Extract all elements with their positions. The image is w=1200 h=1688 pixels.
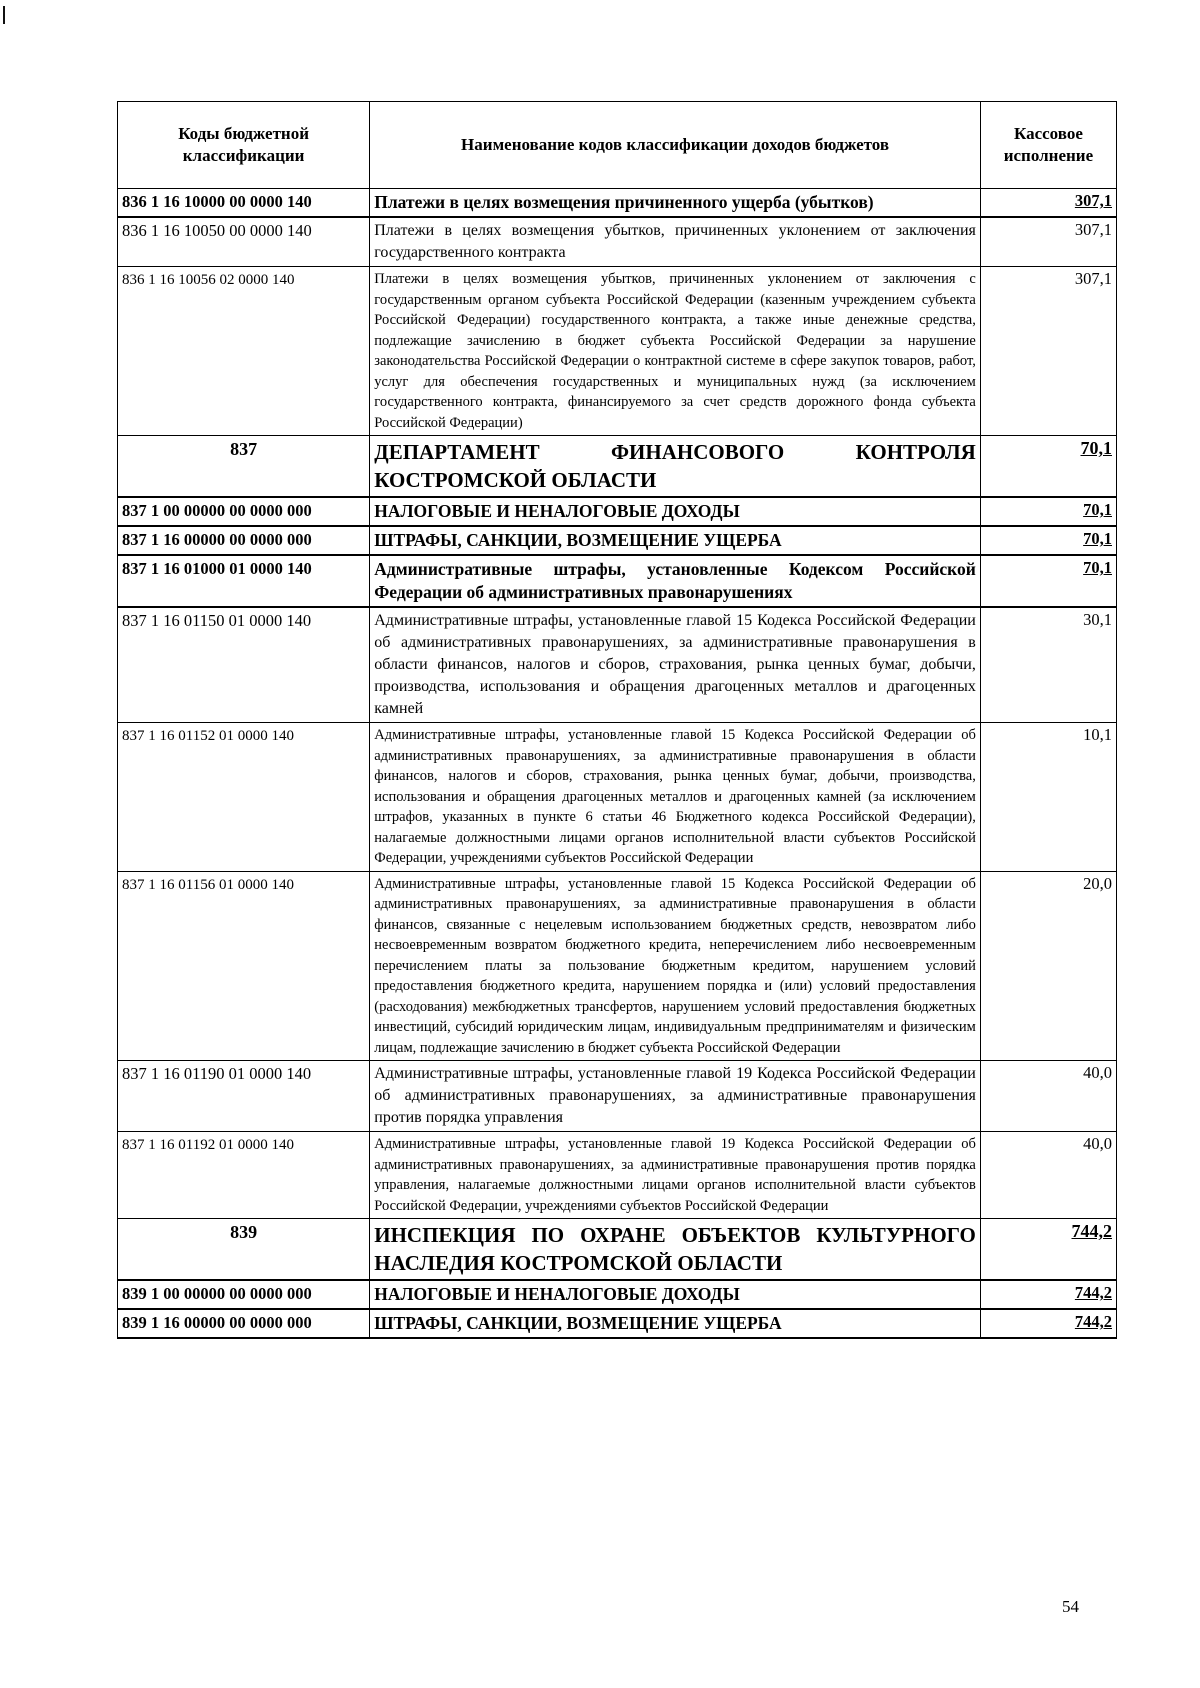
row-amount: 10,1 [980, 723, 1116, 872]
row-amount: 70,1 [980, 526, 1116, 555]
row-code: 837 1 16 00000 00 0000 000 [118, 526, 370, 555]
row-amount: 40,0 [980, 1061, 1116, 1132]
row-name: НАЛОГОВЫЕ И НЕНАЛОГОВЫЕ ДОХОДЫ [370, 1280, 981, 1309]
table-row [118, 1309, 1117, 1338]
table-row [118, 497, 1117, 526]
row-name: Административные штрафы, установленные главой 15 Кодекса Российской Федерации об административных правонарушениях, за административные правонарушения в области финансов, налогов и сборов, страхования, рынка ценных бумаг, добычи, производства, использования и обращения драгоценных металлов и драгоценных камней (за исключением штрафов, указанных в пункте 6 статьи 46 Бюджетного кодекса Российской Федерации), налагаемые должностными лицами органов исполнительной власти субъектов Российской Федерации, учреждениями субъектов Российской Федерации [370, 723, 981, 872]
row-code: 839 1 16 00000 00 0000 000 [118, 1309, 370, 1338]
row-amount: 744,2 [980, 1309, 1116, 1338]
row-amount: 744,2 [980, 1280, 1116, 1309]
department-row [118, 1219, 1117, 1281]
header-amount: Кассовое исполнение [980, 102, 1116, 189]
row-amount: 70,1 [980, 497, 1116, 526]
row-amount: 307,1 [980, 217, 1116, 267]
row-name: ШТРАФЫ, САНКЦИИ, ВОЗМЕЩЕНИЕ УЩЕРБА [370, 1309, 981, 1338]
department-row [118, 436, 1117, 498]
row-name: ИНСПЕКЦИЯ ПО ОХРАНЕ ОБЪЕКТОВ КУЛЬТУРНОГО НАСЛЕДИЯ КОСТРОМСКОЙ ОБЛАСТИ [370, 1219, 981, 1281]
row-code: 837 1 16 01192 01 0000 140 [118, 1132, 370, 1219]
row-name: НАЛОГОВЫЕ И НЕНАЛОГОВЫЕ ДОХОДЫ [370, 497, 981, 526]
row-name: Административные штрафы, установленные главой 15 Кодекса Российской Федерации об административных правонарушениях, за административные правонарушения в области финансов, налогов и сборов, страхования, рынка ценных бумаг, добычи, производства, использования и обращения драгоценных металлов и драгоценных камней [370, 607, 981, 723]
header-codes: Коды бюджетной классификации [118, 102, 370, 189]
row-code: 837 1 16 01156 01 0000 140 [118, 871, 370, 1061]
budget-income-table [117, 101, 1117, 1339]
row-code: 837 1 00 00000 00 0000 000 [118, 497, 370, 526]
row-name: Административные штрафы, установленные Кодексом Российской Федерации об административных правонарушениях [370, 555, 981, 607]
row-name: ДЕПАРТАМЕНТ ФИНАНСОВОГО КОНТРОЛЯ КОСТРОМСКОЙ ОБЛАСТИ [370, 436, 981, 498]
row-name: Платежи в целях возмещения причиненного ущерба (убытков) [370, 189, 981, 218]
table-row [118, 526, 1117, 555]
row-name: Административные штрафы, установленные главой 19 Кодекса Российской Федерации об административных правонарушениях, за административные правонарушения против порядка управления, налагаемые должностными лицами органов исполнительной власти субъектов Российской Федерации, учреждениями субъектов Российской Федерации [370, 1132, 981, 1219]
row-name: Административные штрафы, установленные главой 15 Кодекса Российской Федерации об административных правонарушениях, за административные правонарушения в области финансов, связанные с нецелевым использованием бюджетных средств, невозвратом либо несвоевременным возвратом бюджетного кредита, неперечислением либо несвоевременным перечислением платы за пользование бюджетным кредитом, нарушением условий предоставления бюджетного кредита, нарушением порядка и (или) условий предоставления (расходования) межбюджетных трансфертов, нарушением условий предоставления бюджетных инвестиций, субсидий юридическим лицам, индивидуальным предпринимателям и физическим лицам, подлежащие зачислению в бюджет субъекта Российской Федерации [370, 871, 981, 1061]
table-row [118, 267, 1117, 436]
row-amount: 40,0 [980, 1132, 1116, 1219]
row-code: 837 1 16 01150 01 0000 140 [118, 607, 370, 723]
row-code: 837 [118, 436, 370, 498]
table-row [118, 607, 1117, 723]
table-row [118, 871, 1117, 1061]
row-name: ШТРАФЫ, САНКЦИИ, ВОЗМЕЩЕНИЕ УЩЕРБА [370, 526, 981, 555]
row-code: 836 1 16 10050 00 0000 140 [118, 217, 370, 267]
row-amount: 307,1 [980, 189, 1116, 218]
row-code: 836 1 16 10056 02 0000 140 [118, 267, 370, 436]
row-code: 837 1 16 01000 01 0000 140 [118, 555, 370, 607]
row-code: 839 [118, 1219, 370, 1281]
row-name: Административные штрафы, установленные главой 19 Кодекса Российской Федерации об административных правонарушениях, за административные правонарушения против порядка управления [370, 1061, 981, 1132]
row-name: Платежи в целях возмещения убытков, причиненных уклонением от заключения государственного контракта [370, 217, 981, 267]
row-code: 837 1 16 01152 01 0000 140 [118, 723, 370, 872]
row-name: Платежи в целях возмещения убытков, причиненных уклонением от заключения с государственным органом субъекта Российской Федерации (казенным учреждением субъекта Российской Федерации) государственного контракта, а также иные денежные средства, подлежащие зачислению в бюджет субъекта Российской Федерации за нарушение законодательства Российской Федерации о контрактной системе в сфере закупок товаров, работ, услуг для обеспечения государственных и муниципальных нужд (за исключением государственного контракта, финансируемого за счет средств дорожного фонда субъекта Российской Федерации) [370, 267, 981, 436]
scan-edge-mark [3, 6, 5, 24]
row-code: 837 1 16 01190 01 0000 140 [118, 1061, 370, 1132]
row-amount: 30,1 [980, 607, 1116, 723]
row-amount: 70,1 [980, 436, 1116, 498]
header-name: Наименование кодов классификации доходов бюджетов [370, 102, 981, 189]
row-code: 836 1 16 10000 00 0000 140 [118, 189, 370, 218]
table-row [118, 217, 1117, 267]
row-amount: 70,1 [980, 555, 1116, 607]
table-header-row [118, 102, 1117, 189]
page-number: 54 [1062, 1597, 1079, 1616]
table-row [118, 1061, 1117, 1132]
table-row [118, 1280, 1117, 1309]
table-row [118, 555, 1117, 607]
table-row [118, 1132, 1117, 1219]
row-code: 839 1 00 00000 00 0000 000 [118, 1280, 370, 1309]
table-row [118, 723, 1117, 872]
row-amount: 20,0 [980, 871, 1116, 1061]
row-amount: 307,1 [980, 267, 1116, 436]
table-row [118, 189, 1117, 218]
row-amount: 744,2 [980, 1219, 1116, 1281]
